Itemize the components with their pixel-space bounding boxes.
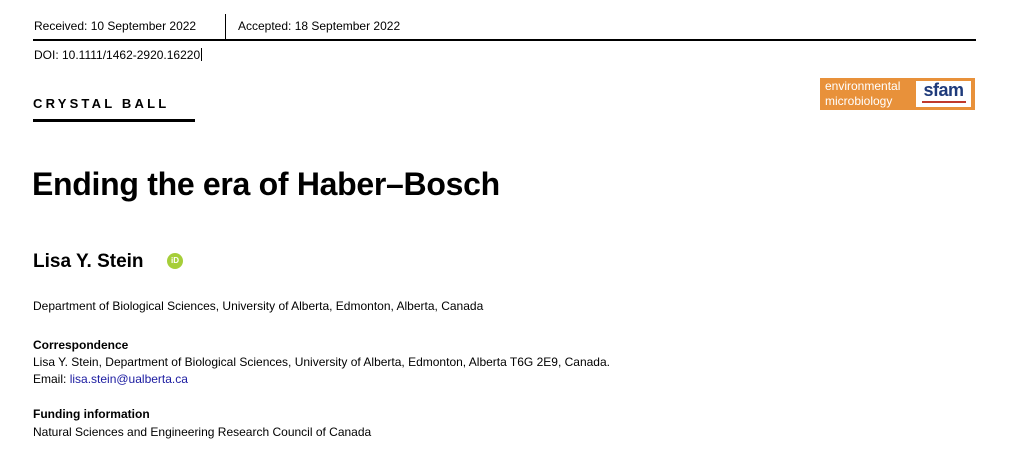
header-divider [225,14,226,40]
orcid-icon[interactable]: iD [167,253,183,269]
funding-text: Natural Sciences and Engineering Research Council of Canada [33,425,372,439]
section-label: CRYSTAL BALL [33,96,170,111]
doi-line [34,48,202,62]
affiliation: Department of Biological Sciences, University of Alberta, Edmonton, Alberta, Canada [33,299,484,313]
author-name: Lisa Y. Stein [33,251,144,272]
section-underline [33,119,195,122]
header-rule [33,39,976,41]
email-label: Email: [33,372,70,386]
sfam-underline [922,101,966,103]
journal-name-line1: environmental [825,79,901,93]
doi-text[interactable]: DOI: 10.1111/1462-2920.16220 [34,48,201,62]
text-cursor [201,48,202,61]
correspondence-heading: Correspondence [33,338,129,352]
sfam-badge [916,81,971,107]
email-link[interactable]: lisa.stein@ualberta.ca [69,372,188,386]
journal-logo [820,78,975,110]
journal-name [825,79,900,109]
received-date: Received: 10 September 2022 [34,19,197,33]
correspondence-address: Lisa Y. Stein, Department of Biological Sciences, University of Alberta, Edmonton, Alberta T6G 2E9, Canada. [33,355,610,369]
email-line [33,372,188,386]
funding-heading: Funding information [33,407,150,421]
journal-name-line2: microbiology [825,94,893,108]
article-title: Ending the era of Haber–Bosch [32,166,500,202]
sfam-logo-text: sfam [923,80,964,100]
accepted-date: Accepted: 18 September 2022 [238,19,401,33]
